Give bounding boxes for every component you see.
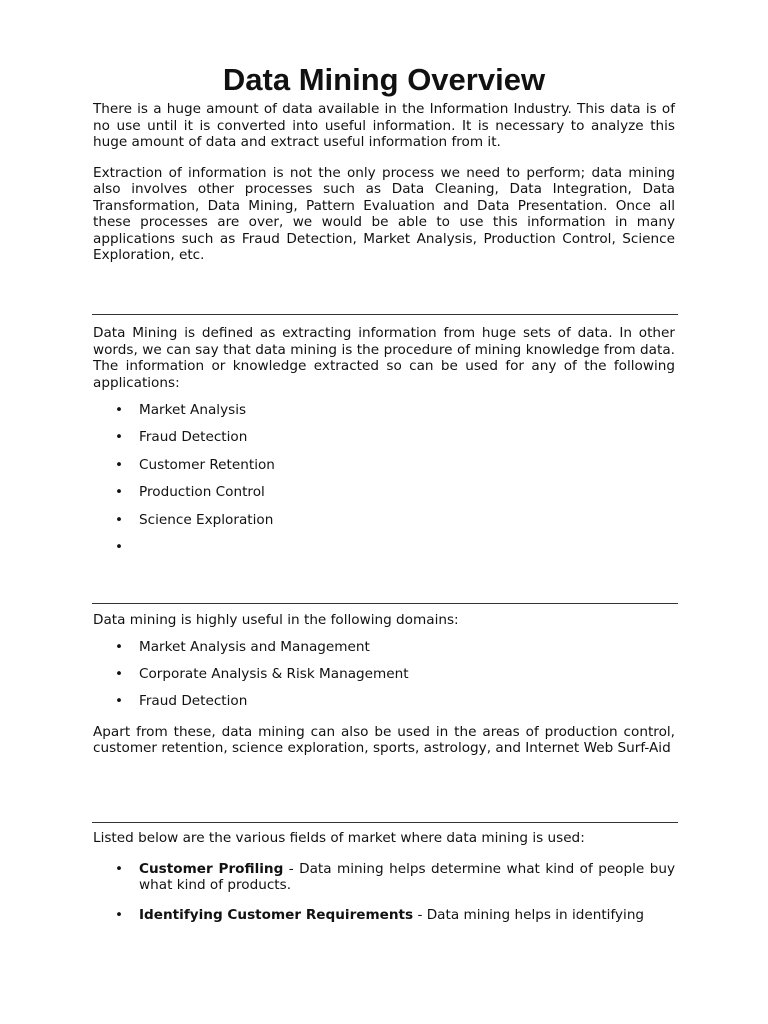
domains-section <box>93 612 675 757</box>
list-item-label: Science Exploration <box>139 511 274 528</box>
bullet-icon: • <box>115 402 124 418</box>
intro-section <box>93 101 675 264</box>
domains-outro: Apart from these, data mining can also be used in the areas of production control, customer retention, science exploration, sports, astrology, and Internet Web Surf-Aid <box>93 723 675 757</box>
bullet-icon: • <box>115 484 124 501</box>
domains-list <box>93 639 675 721</box>
list-item <box>93 484 675 511</box>
list-item <box>93 693 675 720</box>
list-item <box>93 861 675 894</box>
list-item <box>93 639 675 666</box>
applications-list <box>93 402 675 566</box>
list-item <box>93 402 675 429</box>
field-term: Identifying Customer Requirements <box>139 906 414 923</box>
section-divider-2 <box>92 603 678 604</box>
bullet-icon: • <box>115 429 124 446</box>
bullet-icon: • <box>115 511 124 528</box>
market-intro: Listed below are the various fields of market where data mining is used: <box>93 830 585 846</box>
list-item-label: Fraud Detection <box>139 429 248 446</box>
field-term: Customer Profiling <box>139 860 284 877</box>
bullet-icon: • <box>115 693 124 710</box>
list-item-label: Market Analysis and Management <box>139 638 370 655</box>
intro-paragraph-1: There is a huge amount of data available in the Information Industry. This data is of no use until it is converted into useful information. It is necessary to analyze this huge amount of data and extract useful information from it. <box>93 101 675 150</box>
bullet-icon: • <box>115 860 124 877</box>
field-description: - Data mining helps in identifying <box>413 906 645 923</box>
section-divider-1 <box>92 314 678 315</box>
bullet-icon: • <box>115 538 124 555</box>
list-item <box>93 457 675 484</box>
list-item-empty <box>93 539 675 566</box>
market-fields-list <box>93 861 675 924</box>
domains-intro: Data mining is highly useful in the following domains: <box>93 612 459 628</box>
list-item <box>93 429 675 456</box>
section-divider-3 <box>92 822 678 823</box>
list-item <box>93 666 675 693</box>
market-section <box>93 830 675 923</box>
list-item <box>93 512 675 539</box>
definition-paragraph: Data Mining is defined as extracting information from huge sets of data. In other words, we can say that data mining is the procedure of mining knowledge from data. The information or knowledge extracted so can be used for any of the following applications: <box>93 325 675 391</box>
list-item-label: Market Analysis <box>139 402 247 418</box>
list-item <box>93 907 675 924</box>
bullet-icon: • <box>115 638 124 655</box>
bullet-icon: • <box>115 665 124 682</box>
field-description: - Data mining helps determine what kind of people buy what kind of products. <box>139 860 675 893</box>
list-item-label: Customer Retention <box>139 456 275 473</box>
definition-section <box>93 325 675 566</box>
list-item-label: Corporate Analysis & Risk Management <box>139 665 409 682</box>
intro-paragraph-2: Extraction of information is not the only process we need to perform; data mining also involves other processes such as Data Cleaning, Data Integration, Data Transformation, Data Mining, Pattern Evaluation and Data Presentation. Once all these processes are over, we would be able to use this information in many applications such as Fraud Detection, Market Analysis, Production Control, Science Exploration, etc. <box>93 164 675 263</box>
bullet-icon: • <box>115 906 124 923</box>
bullet-icon: • <box>115 456 124 473</box>
page-title: Data Mining Overview <box>222 62 546 97</box>
list-item-label: Production Control <box>139 484 265 501</box>
list-item-label: Fraud Detection <box>139 693 248 710</box>
